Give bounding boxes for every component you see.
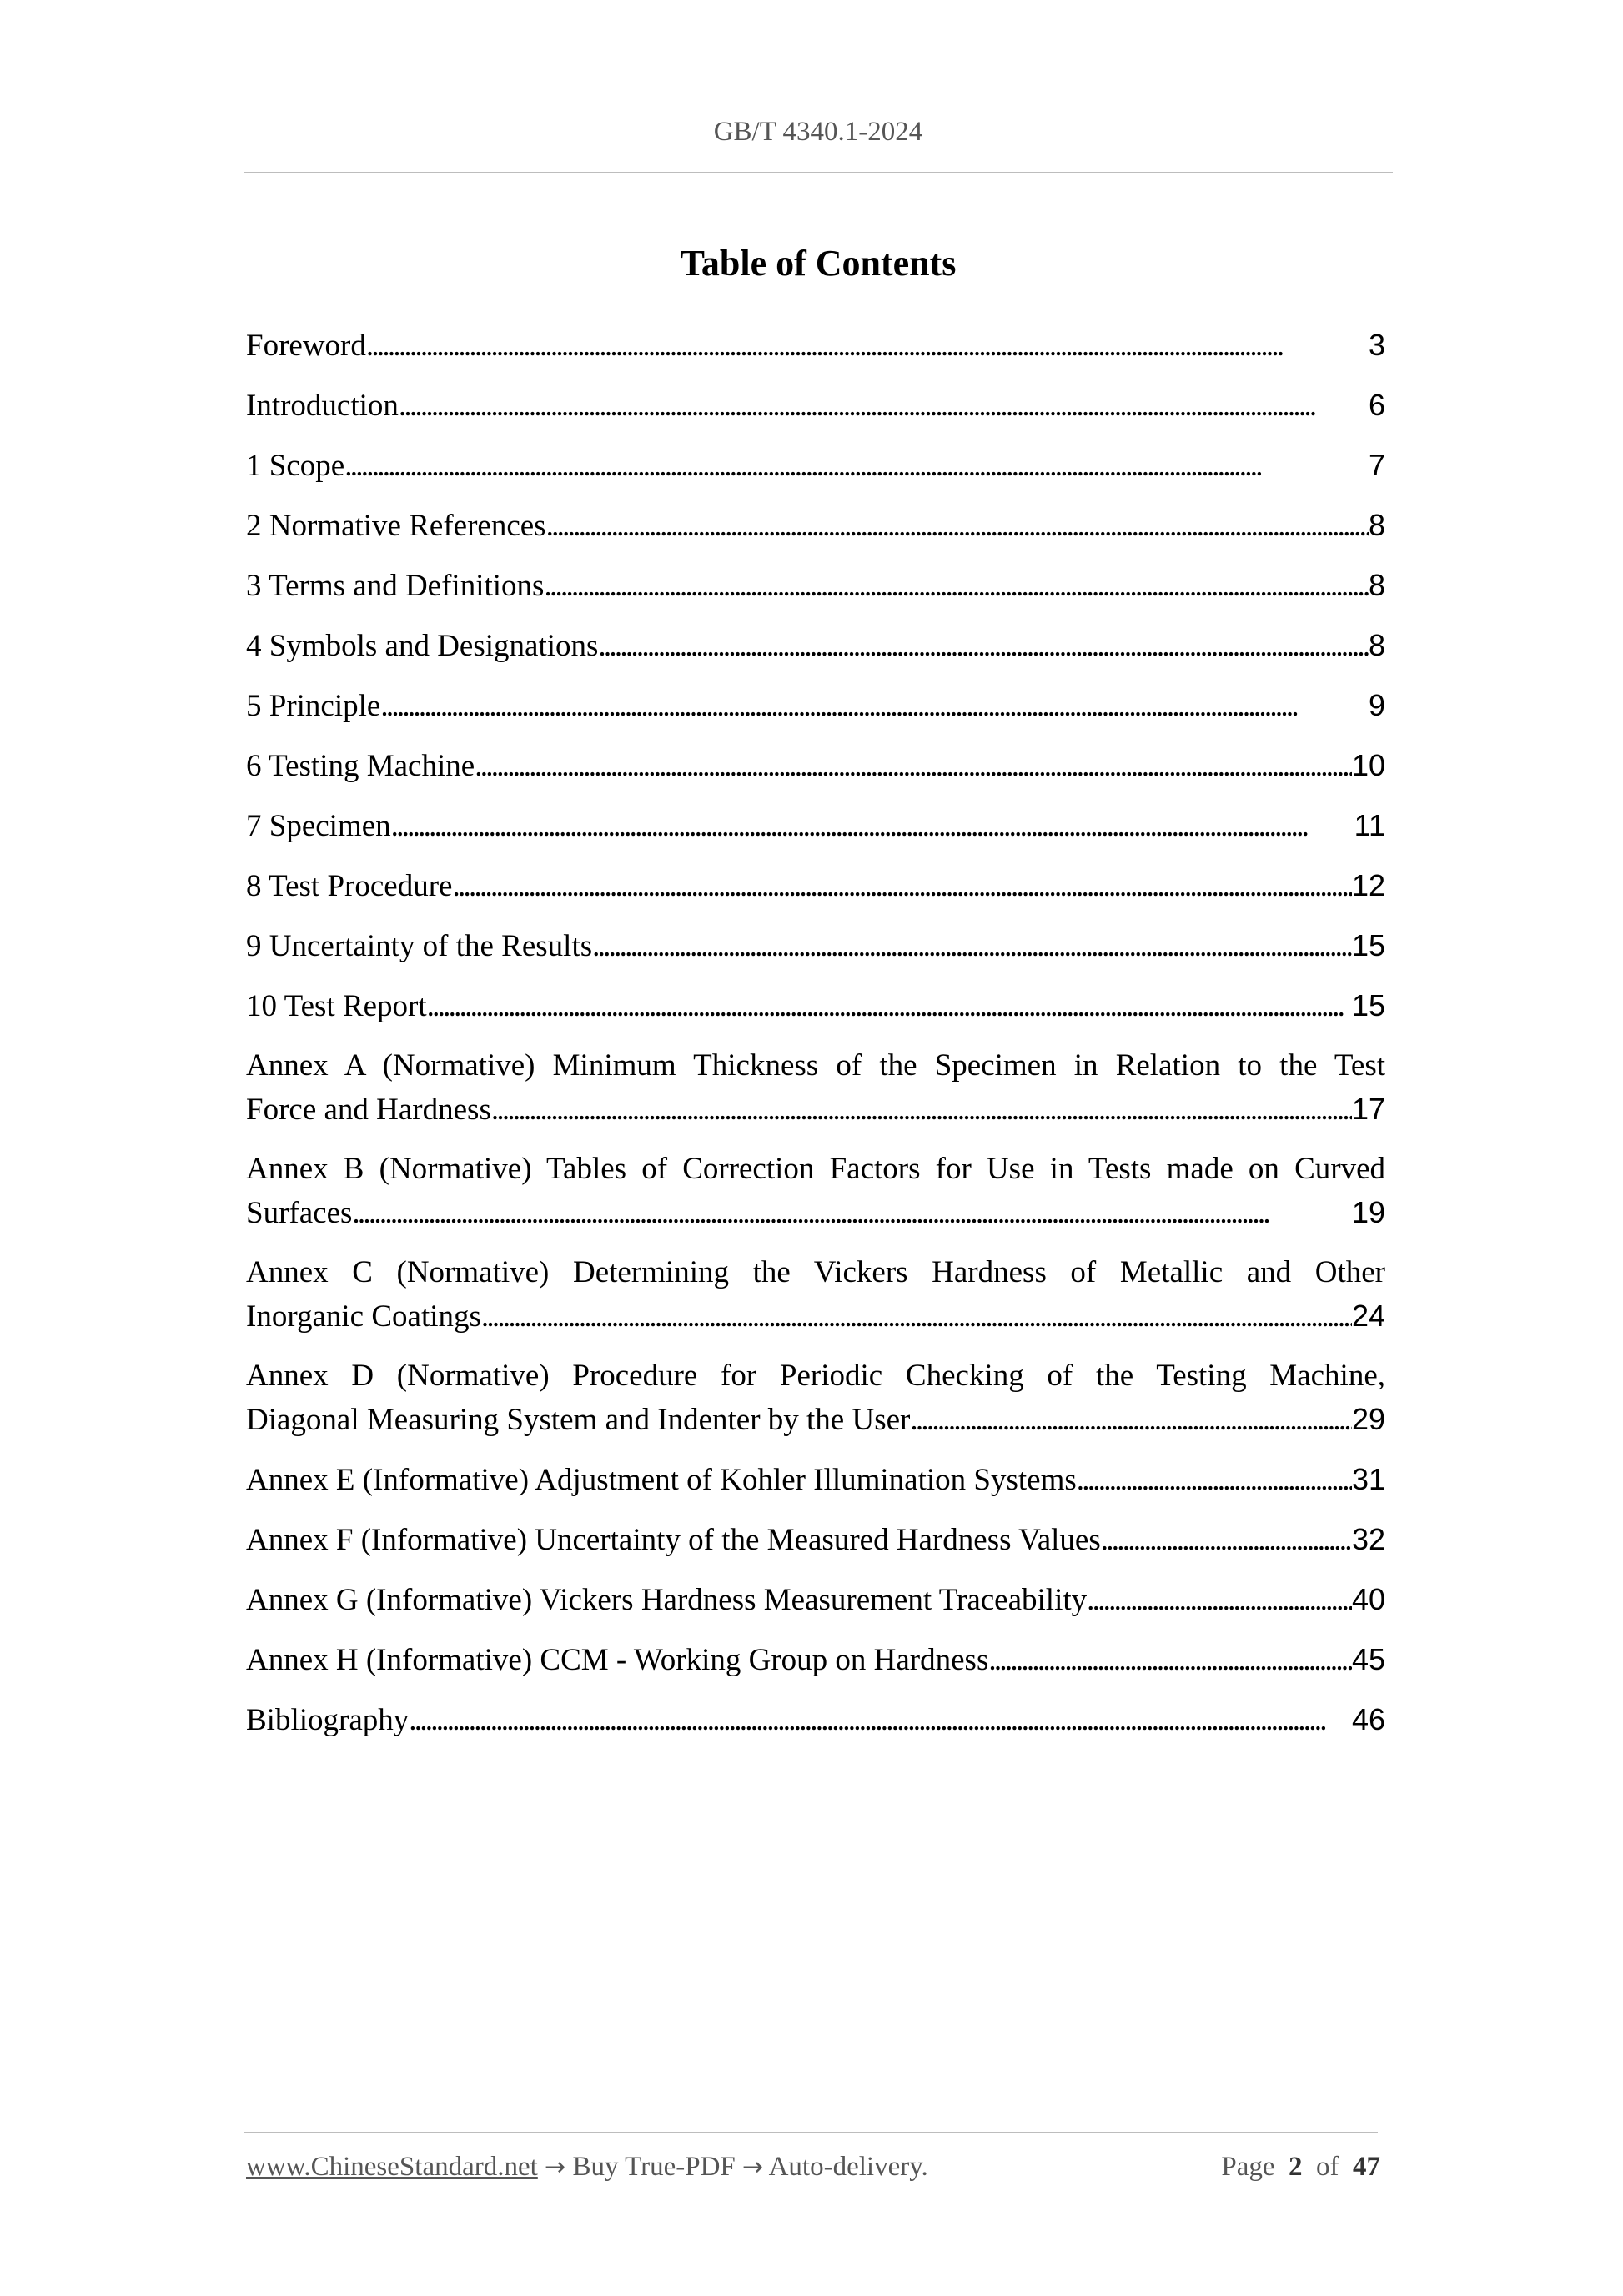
toc-entry-label: Annex G (Informative) Vickers Hardness Measurement Traceability: [246, 1583, 1088, 1617]
leader-dots: [409, 1699, 1352, 1742]
toc-entry-label: 10 Test Report: [246, 989, 427, 1023]
page-footer: [246, 2152, 1380, 2183]
toc-entry-symbols-designations[interactable]: [246, 624, 1385, 668]
toc-page-number: 8: [1368, 628, 1385, 662]
page-indicator: [1221, 2152, 1380, 2183]
toc-entry-label-line1: Annex A (Normative) Minimum Thickness of the Specimen in Relation to the Test: [246, 1048, 1385, 1083]
toc-page-number: 3: [1368, 328, 1385, 362]
current-page-number: 2: [1289, 2152, 1303, 2182]
toc-entry-label: 3 Terms and Definitions: [246, 569, 545, 603]
toc-entry-testing-machine[interactable]: [246, 744, 1385, 788]
toc-entry-label-line2: Diagonal Measuring System and Indenter by the User: [246, 1403, 911, 1437]
leader-dots: [481, 1295, 1352, 1339]
toc-entry-annex-d[interactable]: [246, 1354, 1385, 1442]
toc-entry-label: 1 Scope: [246, 449, 345, 483]
leader-dots: [344, 445, 1369, 488]
footer-promo: [246, 2152, 928, 2183]
toc-entry-annex-e[interactable]: [246, 1458, 1385, 1502]
arrow-right-icon: →: [545, 2153, 566, 2182]
leader-dots: [491, 1088, 1352, 1132]
header-divider: [244, 172, 1393, 173]
page-word: Page: [1221, 2152, 1275, 2182]
leader-dots: [391, 805, 1354, 848]
toc-entry-test-procedure[interactable]: [246, 864, 1385, 908]
leader-dots: [546, 505, 1369, 548]
toc-page-number: 40: [1351, 1582, 1385, 1616]
leader-dots: [1087, 1579, 1352, 1622]
toc-page-number: 15: [1351, 988, 1385, 1022]
toc-entry-bibliography[interactable]: [246, 1698, 1385, 1742]
toc-page-number: 15: [1351, 928, 1385, 962]
toc-page-number: 8: [1368, 568, 1385, 602]
toc-page-number: 11: [1354, 808, 1385, 842]
leader-dots: [452, 865, 1352, 908]
table-of-contents: [246, 324, 1385, 1758]
toc-entry-normative-references[interactable]: [246, 504, 1385, 548]
page-of-word: of: [1316, 2152, 1339, 2182]
toc-entry-scope[interactable]: [246, 444, 1385, 488]
document-id-header: GB/T 4340.1-2024: [713, 117, 923, 147]
toc-title: Table of Contents: [680, 243, 957, 284]
toc-entry-label: Annex F (Informative) Uncertainty of the Measured Hardness Values: [246, 1523, 1101, 1557]
leader-dots: [988, 1639, 1352, 1682]
leader-dots: [910, 1399, 1352, 1442]
toc-entry-foreword[interactable]: [246, 324, 1385, 368]
toc-entry-annex-f[interactable]: [246, 1518, 1385, 1562]
arrow-right-icon: →: [742, 2153, 764, 2182]
toc-page-number: 8: [1368, 508, 1385, 542]
toc-entry-label-line1: Annex B (Normative) Tables of Correction Factors for Use in Tests made on Curved: [246, 1152, 1385, 1186]
toc-entry-label-line1: Annex D (Normative) Procedure for Periodic Checking of the Testing Machine,: [246, 1359, 1385, 1393]
toc-page-number: 19: [1351, 1195, 1385, 1229]
toc-entry-label: Foreword: [246, 329, 366, 363]
toc-entry-label: Annex H (Informative) CCM - Working Group on Hardness: [246, 1643, 989, 1677]
toc-entry-annex-b[interactable]: [246, 1148, 1385, 1235]
toc-entry-introduction[interactable]: [246, 384, 1385, 428]
toc-entry-annex-c[interactable]: [246, 1251, 1385, 1339]
toc-page-number: 9: [1368, 688, 1385, 722]
toc-entry-label-line2: Force and Hardness: [246, 1093, 491, 1127]
leader-dots: [427, 985, 1352, 1028]
toc-page-number: 32: [1351, 1522, 1385, 1556]
total-pages-number: 47: [1353, 2152, 1380, 2182]
toc-page-number: 10: [1351, 748, 1385, 782]
toc-entry-terms-definitions[interactable]: [246, 564, 1385, 608]
leader-dots: [399, 384, 1369, 428]
toc-entry-label: Bibliography: [246, 1703, 410, 1737]
toc-entry-annex-h[interactable]: [246, 1638, 1385, 1682]
leader-dots: [592, 925, 1352, 968]
toc-entry-label: 8 Test Procedure: [246, 869, 453, 903]
toc-page-number: 24: [1351, 1299, 1385, 1333]
leader-dots: [1101, 1519, 1352, 1562]
toc-entry-label: 4 Symbols and Designations: [246, 629, 599, 663]
leader-dots: [366, 324, 1369, 368]
toc-page-number: 31: [1351, 1462, 1385, 1496]
toc-entry-specimen[interactable]: [246, 804, 1385, 848]
toc-entry-label: 9 Uncertainty of the Results: [246, 929, 593, 963]
leader-dots: [352, 1192, 1352, 1235]
toc-page-number: 46: [1351, 1702, 1385, 1736]
toc-entry-test-report[interactable]: [246, 984, 1385, 1028]
toc-entry-label: Introduction: [246, 389, 399, 423]
buy-text: Buy True-PDF: [572, 2152, 736, 2182]
toc-entry-annex-g[interactable]: [246, 1578, 1385, 1622]
toc-entry-label: 7 Specimen: [246, 809, 391, 843]
toc-page-number: 29: [1351, 1402, 1385, 1436]
toc-entry-label: Annex E (Informative) Adjustment of Kohler Illumination Systems: [246, 1463, 1077, 1497]
leader-dots: [544, 565, 1369, 608]
toc-page-number: 6: [1368, 388, 1385, 422]
toc-entry-label: 2 Normative References: [246, 509, 546, 543]
leader-dots: [1077, 1459, 1352, 1502]
toc-page-number: 17: [1351, 1092, 1385, 1126]
toc-entry-label-line1: Annex C (Normative) Determining the Vickers Hardness of Metallic and Other: [246, 1255, 1385, 1289]
toc-page-number: 45: [1351, 1642, 1385, 1676]
toc-entry-label-line2: Surfaces: [246, 1196, 353, 1230]
leader-dots: [380, 685, 1369, 728]
toc-entry-principle[interactable]: [246, 684, 1385, 728]
leader-dots: [475, 745, 1352, 788]
footer-divider: [244, 2132, 1378, 2133]
toc-page-number: 7: [1368, 448, 1385, 482]
toc-page-number: 12: [1351, 868, 1385, 902]
toc-entry-label: 6 Testing Machine: [246, 749, 475, 783]
toc-entry-label-line2: Inorganic Coatings: [246, 1299, 481, 1334]
leader-dots: [598, 625, 1369, 668]
toc-entry-annex-a[interactable]: [246, 1044, 1385, 1132]
delivery-text: Auto-delivery.: [768, 2152, 928, 2182]
toc-entry-uncertainty-results[interactable]: [246, 924, 1385, 968]
toc-entry-label: 5 Principle: [246, 689, 381, 723]
site-link[interactable]: www.ChineseStandard.net: [246, 2152, 538, 2182]
